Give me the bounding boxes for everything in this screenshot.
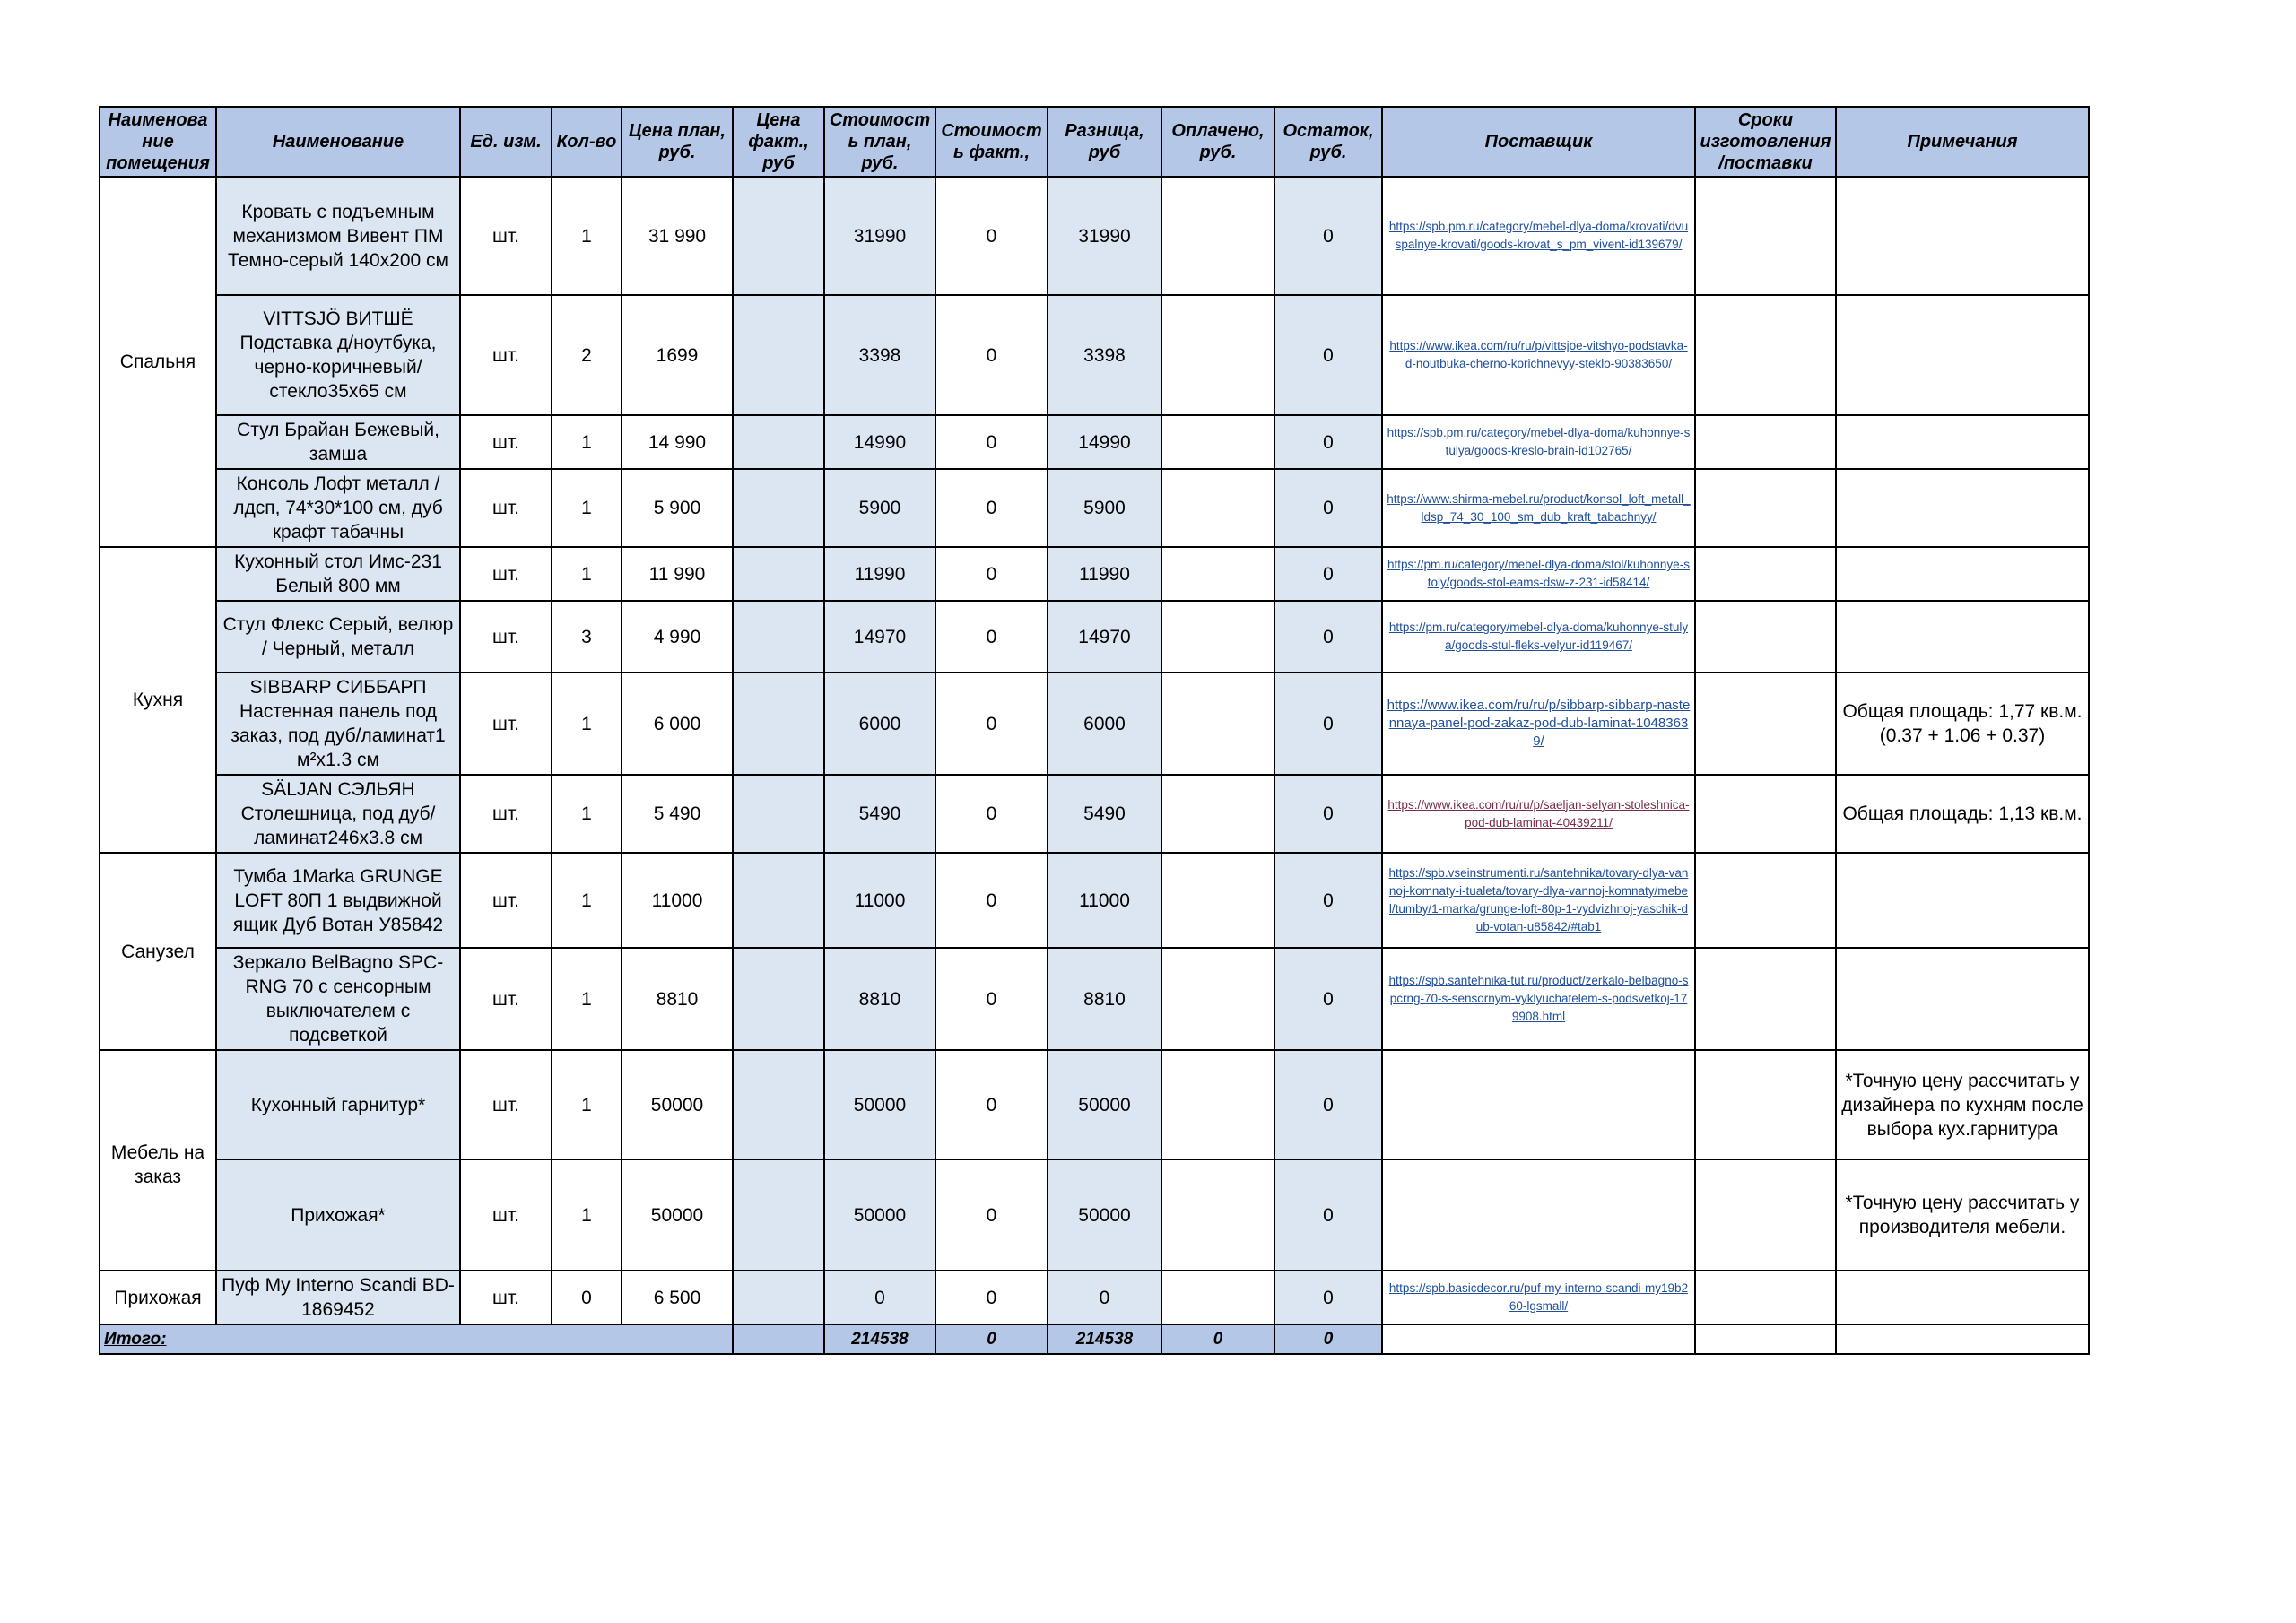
item-paid bbox=[1161, 948, 1274, 1050]
item-price-plan: 11000 bbox=[622, 853, 733, 948]
item-qty: 0 bbox=[552, 1271, 622, 1324]
item-notes: Общая площадь: 1,77 кв.м. (0.37 + 1.06 + 0.37) bbox=[1836, 673, 2089, 775]
total-cost-plan: 214538 bbox=[824, 1324, 935, 1354]
item-price-plan: 5 900 bbox=[622, 469, 733, 547]
item-paid bbox=[1161, 1159, 1274, 1271]
item-qty: 3 bbox=[552, 601, 622, 673]
item-cost-fact: 0 bbox=[935, 1050, 1048, 1159]
item-paid bbox=[1161, 673, 1274, 775]
item-unit: шт. bbox=[460, 295, 552, 415]
header-paid: Оплачено, руб. bbox=[1161, 107, 1274, 177]
header-qty: Кол-во bbox=[552, 107, 622, 177]
item-price-plan: 4 990 bbox=[622, 601, 733, 673]
item-qty: 1 bbox=[552, 948, 622, 1050]
item-cost-fact: 0 bbox=[935, 601, 1048, 673]
total-cost-fact: 0 bbox=[935, 1324, 1048, 1354]
item-notes bbox=[1836, 415, 2089, 469]
item-qty: 1 bbox=[552, 469, 622, 547]
total-notes bbox=[1836, 1324, 2089, 1354]
item-unit: шт. bbox=[460, 948, 552, 1050]
item-cost-fact: 0 bbox=[935, 177, 1048, 295]
item-supplier[interactable] bbox=[1382, 547, 1695, 601]
table-row bbox=[100, 177, 2089, 295]
supplier-link[interactable]: https://spb.santehnika-tut.ru/product/zerkalo-belbagno-spcrng-70-s-sensornym-vyklyuchatelem-s-podsvetkoj-179908.html bbox=[1388, 974, 1689, 1023]
item-cost-plan: 11000 bbox=[824, 853, 935, 948]
item-balance: 0 bbox=[1274, 673, 1382, 775]
item-unit: шт. bbox=[460, 853, 552, 948]
item-qty: 1 bbox=[552, 415, 622, 469]
item-price-plan: 31 990 bbox=[622, 177, 733, 295]
item-diff: 14990 bbox=[1048, 415, 1161, 469]
total-label: Итого: bbox=[100, 1324, 733, 1354]
supplier-link[interactable]: https://spb.basicdecor.ru/puf-my-interno-scandi-my19b260-lgsmall/ bbox=[1388, 1281, 1689, 1313]
item-supplier[interactable] bbox=[1382, 295, 1695, 415]
item-supplier[interactable] bbox=[1382, 1050, 1695, 1159]
furniture-budget-table bbox=[99, 106, 2090, 1355]
item-unit: шт. bbox=[460, 547, 552, 601]
item-diff: 11990 bbox=[1048, 547, 1161, 601]
item-supplier[interactable] bbox=[1382, 601, 1695, 673]
supplier-link[interactable]: https://pm.ru/category/mebel-dlya-doma/stol/kuhonnye-stoly/goods-stol-eams-dsw-z-231-id58414/ bbox=[1387, 558, 1690, 589]
item-paid bbox=[1161, 295, 1274, 415]
item-cost-plan: 3398 bbox=[824, 295, 935, 415]
room-cell-bedroom: Спальня bbox=[100, 177, 216, 547]
table-row bbox=[100, 295, 2089, 415]
item-price-plan: 14 990 bbox=[622, 415, 733, 469]
table-row bbox=[100, 1271, 2089, 1324]
room-label: Мебель на заказ bbox=[110, 1142, 205, 1187]
table-row bbox=[100, 775, 2089, 853]
item-name: SÄLJAN СЭЛЬЯН Столешница, под дуб/ламинат246x3.8 см bbox=[216, 775, 460, 853]
item-balance: 0 bbox=[1274, 853, 1382, 948]
item-balance: 0 bbox=[1274, 1050, 1382, 1159]
supplier-link[interactable]: https://www.ikea.com/ru/ru/p/saeljan-selyan-stoleshnica-pod-dub-laminat-40439211/ bbox=[1387, 797, 1690, 829]
item-terms bbox=[1695, 1050, 1836, 1159]
item-price-plan: 8810 bbox=[622, 948, 733, 1050]
item-name: Пуф My Interno Scandi BD-1869452 bbox=[216, 1271, 460, 1324]
item-price-fact bbox=[733, 673, 824, 775]
total-row bbox=[100, 1324, 2089, 1354]
item-unit: шт. bbox=[460, 1271, 552, 1324]
item-price-fact bbox=[733, 853, 824, 948]
item-notes bbox=[1836, 547, 2089, 601]
item-supplier[interactable] bbox=[1382, 673, 1695, 775]
supplier-link[interactable]: https://www.ikea.com/ru/ru/p/vittsjoe-vitshyo-podstavka-d-noutbuka-cherno-korichnevyy-steklo-90383650/ bbox=[1389, 339, 1688, 370]
item-name: Стул Брайан Бежевый, замша bbox=[216, 415, 460, 469]
item-notes bbox=[1836, 469, 2089, 547]
item-diff: 3398 bbox=[1048, 295, 1161, 415]
total-diff: 214538 bbox=[1048, 1324, 1161, 1354]
total-paid: 0 bbox=[1161, 1324, 1274, 1354]
table-row bbox=[100, 1050, 2089, 1159]
item-terms bbox=[1695, 547, 1836, 601]
supplier-link[interactable]: https://spb.vseinstrumenti.ru/santehnika/tovary-dlya-vannoj-komnaty-i-tualeta/tovary-dlya-vannoj-komnaty/mebel/tumby/1-marka/grunge-loft-80p-1-vydvizhnoj-yaschik-dub-votan-u85842/#tab1 bbox=[1388, 866, 1689, 933]
supplier-link[interactable]: https://www.ikea.com/ru/ru/p/sibbarp-sibbarp-nastennaya-panel-pod-zakaz-pod-dub-laminat-10483639/ bbox=[1387, 698, 1691, 749]
item-name: Кухонный гарнитур* bbox=[216, 1050, 460, 1159]
item-terms bbox=[1695, 177, 1836, 295]
item-balance: 0 bbox=[1274, 601, 1382, 673]
item-name: SIBBARP СИББАРП Настенная панель под заказ, под дуб/ламинат1 м²x1.3 см bbox=[216, 673, 460, 775]
item-cost-fact: 0 bbox=[935, 853, 1048, 948]
item-unit: шт. bbox=[460, 415, 552, 469]
item-cost-fact: 0 bbox=[935, 295, 1048, 415]
supplier-link[interactable]: https://www.shirma-mebel.ru/product/konsol_loft_metall_ldsp_74_30_100_sm_dub_kraft_tabachnyy/ bbox=[1387, 491, 1691, 524]
item-name: Кровать с подъемным механизмом Вивент ПМ Темно-серый 140х200 см bbox=[216, 177, 460, 295]
item-balance: 0 bbox=[1274, 415, 1382, 469]
table-row bbox=[100, 673, 2089, 775]
item-diff: 11000 bbox=[1048, 853, 1161, 948]
item-terms bbox=[1695, 1159, 1836, 1271]
item-price-fact bbox=[733, 547, 824, 601]
item-price-plan: 50000 bbox=[622, 1050, 733, 1159]
table-row bbox=[100, 853, 2089, 948]
item-paid bbox=[1161, 853, 1274, 948]
item-qty: 1 bbox=[552, 775, 622, 853]
header-unit: Ед. изм. bbox=[460, 107, 552, 177]
total-terms bbox=[1695, 1324, 1836, 1354]
table-row bbox=[100, 948, 2089, 1050]
header-balance: Остаток, руб. bbox=[1274, 107, 1382, 177]
item-terms bbox=[1695, 853, 1836, 948]
header-supplier: Поставщик bbox=[1382, 107, 1695, 177]
item-cost-fact: 0 bbox=[935, 547, 1048, 601]
room-cell-hallway: Прихожая bbox=[100, 1271, 216, 1324]
item-balance: 0 bbox=[1274, 1159, 1382, 1271]
item-notes bbox=[1836, 177, 2089, 295]
item-qty: 1 bbox=[552, 673, 622, 775]
item-price-plan: 6 000 bbox=[622, 673, 733, 775]
item-unit: шт. bbox=[460, 775, 552, 853]
item-balance: 0 bbox=[1274, 547, 1382, 601]
item-unit: шт. bbox=[460, 673, 552, 775]
item-cost-plan: 5900 bbox=[824, 469, 935, 547]
item-terms bbox=[1695, 601, 1836, 673]
header-price-fact: Цена факт., руб bbox=[733, 107, 824, 177]
item-cost-plan: 14970 bbox=[824, 601, 935, 673]
item-balance: 0 bbox=[1274, 948, 1382, 1050]
item-name: Консоль Лофт металл / лдсп, 74*30*100 см, дуб крафт табачны bbox=[216, 469, 460, 547]
item-diff: 31990 bbox=[1048, 177, 1161, 295]
item-cost-fact: 0 bbox=[935, 1159, 1048, 1271]
item-cost-plan: 0 bbox=[824, 1271, 935, 1324]
item-price-plan: 5 490 bbox=[622, 775, 733, 853]
table-row bbox=[100, 469, 2089, 547]
item-cost-plan: 6000 bbox=[824, 673, 935, 775]
table-row bbox=[100, 547, 2089, 601]
item-cost-plan: 5490 bbox=[824, 775, 935, 853]
item-diff: 0 bbox=[1048, 1271, 1161, 1324]
header-notes: Примечания bbox=[1836, 107, 2089, 177]
item-cost-fact: 0 bbox=[935, 469, 1048, 547]
item-unit: шт. bbox=[460, 469, 552, 547]
item-paid bbox=[1161, 547, 1274, 601]
item-price-plan: 11 990 bbox=[622, 547, 733, 601]
total-balance: 0 bbox=[1274, 1324, 1382, 1354]
item-price-plan: 6 500 bbox=[622, 1271, 733, 1324]
item-notes: Общая площадь: 1,13 кв.м. bbox=[1836, 775, 2089, 853]
item-price-plan: 1699 bbox=[622, 295, 733, 415]
item-terms bbox=[1695, 1271, 1836, 1324]
item-price-fact bbox=[733, 601, 824, 673]
item-qty: 1 bbox=[552, 1159, 622, 1271]
item-paid bbox=[1161, 601, 1274, 673]
item-cost-plan: 50000 bbox=[824, 1159, 935, 1271]
item-supplier[interactable] bbox=[1382, 853, 1695, 948]
item-notes bbox=[1836, 295, 2089, 415]
item-qty: 1 bbox=[552, 853, 622, 948]
item-name: Прихожая* bbox=[216, 1159, 460, 1271]
item-qty: 1 bbox=[552, 547, 622, 601]
item-name: VITTSJÖ ВИТШЁ Подставка д/ноутбука, черно-коричневый/стекло35x65 см bbox=[216, 295, 460, 415]
item-diff: 14970 bbox=[1048, 601, 1161, 673]
item-supplier[interactable] bbox=[1382, 948, 1695, 1050]
item-cost-fact: 0 bbox=[935, 948, 1048, 1050]
item-qty: 1 bbox=[552, 177, 622, 295]
item-price-fact bbox=[733, 415, 824, 469]
item-balance: 0 bbox=[1274, 177, 1382, 295]
item-terms bbox=[1695, 948, 1836, 1050]
room-cell-kitchen: Кухня bbox=[100, 547, 216, 853]
item-terms bbox=[1695, 295, 1836, 415]
item-diff: 8810 bbox=[1048, 948, 1161, 1050]
item-paid bbox=[1161, 1050, 1274, 1159]
table-row bbox=[100, 1159, 2089, 1271]
item-cost-plan: 50000 bbox=[824, 1050, 935, 1159]
item-diff: 5490 bbox=[1048, 775, 1161, 853]
item-paid bbox=[1161, 469, 1274, 547]
item-unit: шт. bbox=[460, 1159, 552, 1271]
item-notes bbox=[1836, 853, 2089, 948]
item-balance: 0 bbox=[1274, 1271, 1382, 1324]
header-room: Наименова ние помещения bbox=[100, 107, 216, 177]
item-price-fact bbox=[733, 1050, 824, 1159]
table-row bbox=[100, 415, 2089, 469]
item-name: Зеркало BelBagno SPC-RNG 70 с сенсорным выключателем с подсветкой bbox=[216, 948, 460, 1050]
item-terms bbox=[1695, 469, 1836, 547]
item-notes bbox=[1836, 948, 2089, 1050]
supplier-link[interactable]: https://spb.pm.ru/category/mebel-dlya-doma/kuhonnye-stulya/goods-kreslo-brain-id102765/ bbox=[1387, 426, 1691, 457]
item-price-fact bbox=[733, 948, 824, 1050]
item-paid bbox=[1161, 775, 1274, 853]
item-qty: 1 bbox=[552, 1050, 622, 1159]
item-cost-fact: 0 bbox=[935, 415, 1048, 469]
item-cost-plan: 11990 bbox=[824, 547, 935, 601]
supplier-link[interactable]: https://pm.ru/category/mebel-dlya-doma/kuhonnye-stulya/goods-stul-fleks-velyur-id119467/ bbox=[1388, 621, 1689, 652]
item-name: Кухонный стол Имс-231 Белый 800 мм bbox=[216, 547, 460, 601]
supplier-link[interactable]: https://spb.pm.ru/category/mebel-dlya-doma/krovati/dvuspalnye-krovati/goods-krovat_s_pm_vivent-id139679/ bbox=[1388, 220, 1689, 251]
item-notes: *Точную цену рассчитать у дизайнера по кухням после выбора кух.гарнитура bbox=[1836, 1050, 2089, 1159]
header-terms: Сроки изготовления /поставки bbox=[1695, 107, 1836, 177]
item-notes bbox=[1836, 1271, 2089, 1324]
item-supplier[interactable] bbox=[1382, 177, 1695, 295]
item-terms bbox=[1695, 673, 1836, 775]
item-cost-plan: 14990 bbox=[824, 415, 935, 469]
total-price-fact bbox=[733, 1324, 824, 1354]
item-price-plan: 50000 bbox=[622, 1159, 733, 1271]
item-supplier[interactable] bbox=[1382, 1159, 1695, 1271]
item-notes: *Точную цену рассчитать у производителя мебели. bbox=[1836, 1159, 2089, 1271]
item-notes bbox=[1836, 601, 2089, 673]
item-terms bbox=[1695, 775, 1836, 853]
item-price-fact bbox=[733, 1271, 824, 1324]
item-supplier[interactable] bbox=[1382, 469, 1695, 547]
header-name: Наименование bbox=[216, 107, 460, 177]
item-diff: 6000 bbox=[1048, 673, 1161, 775]
item-balance: 0 bbox=[1274, 775, 1382, 853]
item-diff: 50000 bbox=[1048, 1050, 1161, 1159]
item-balance: 0 bbox=[1274, 295, 1382, 415]
item-paid bbox=[1161, 177, 1274, 295]
item-supplier[interactable] bbox=[1382, 1271, 1695, 1324]
item-qty: 2 bbox=[552, 295, 622, 415]
item-name: Стул Флекс Серый, велюр / Черный, металл bbox=[216, 601, 460, 673]
header-cost-fact: Стоимост ь факт., bbox=[935, 107, 1048, 177]
header-price-plan: Цена план, руб. bbox=[622, 107, 733, 177]
header-diff: Разница, руб bbox=[1048, 107, 1161, 177]
item-terms bbox=[1695, 415, 1836, 469]
item-cost-plan: 8810 bbox=[824, 948, 935, 1050]
header-cost-plan: Стоимост ь план, руб. bbox=[824, 107, 935, 177]
item-diff: 50000 bbox=[1048, 1159, 1161, 1271]
item-supplier[interactable] bbox=[1382, 415, 1695, 469]
item-supplier[interactable] bbox=[1382, 775, 1695, 853]
item-price-fact bbox=[733, 177, 824, 295]
total-supplier bbox=[1382, 1324, 1695, 1354]
item-cost-plan: 31990 bbox=[824, 177, 935, 295]
item-unit: шт. bbox=[460, 1050, 552, 1159]
table-row bbox=[100, 601, 2089, 673]
header-row bbox=[100, 107, 2089, 177]
item-balance: 0 bbox=[1274, 469, 1382, 547]
item-price-fact bbox=[733, 469, 824, 547]
room-cell-bathroom: Санузел bbox=[100, 853, 216, 1050]
item-unit: шт. bbox=[460, 601, 552, 673]
item-paid bbox=[1161, 1271, 1274, 1324]
item-unit: шт. bbox=[460, 177, 552, 295]
item-diff: 5900 bbox=[1048, 469, 1161, 547]
item-price-fact bbox=[733, 295, 824, 415]
item-price-fact bbox=[733, 1159, 824, 1271]
item-cost-fact: 0 bbox=[935, 1271, 1048, 1324]
item-cost-fact: 0 bbox=[935, 775, 1048, 853]
room-cell-custom bbox=[100, 1050, 216, 1271]
item-cost-fact: 0 bbox=[935, 673, 1048, 775]
item-price-fact bbox=[733, 775, 824, 853]
item-paid bbox=[1161, 415, 1274, 469]
item-name: Тумба 1Marka GRUNGE LOFT 80П 1 выдвижной ящик Дуб Вотан У85842 bbox=[216, 853, 460, 948]
